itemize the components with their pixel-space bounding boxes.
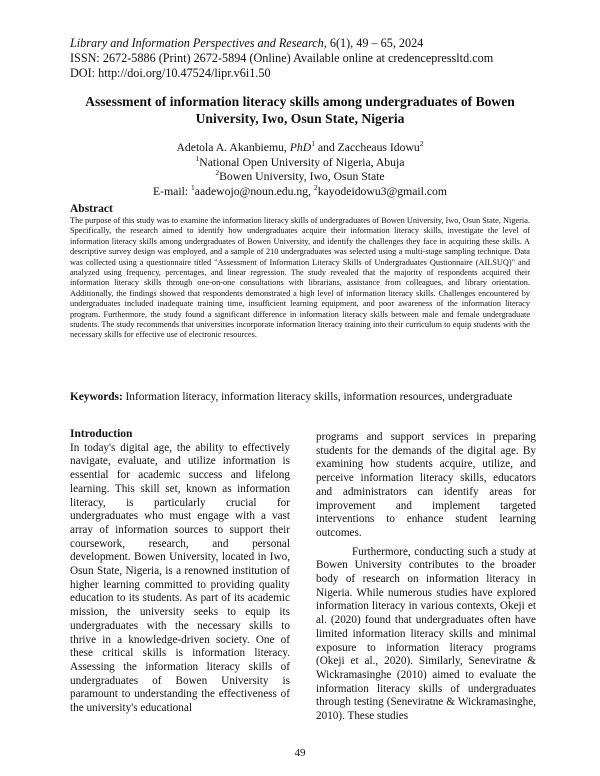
- affiliation-2: [70, 170, 530, 185]
- page-number: 49: [294, 747, 306, 759]
- author-1-degree: PhD: [289, 141, 312, 154]
- author-1: Adetola A. Akanbiemu,: [176, 141, 287, 154]
- affiliation-2-marker: 2: [215, 168, 220, 178]
- introduction-paragraph-1: In today's digital age, the ability to effectively navigate, evaluate, and utilize information is essential for academic success and lifelong learning. This skill set, known as information literacy, is particularly crucial for undergraduates who must engage with a vast array of information sources to support their coursework, research, and personal development. Bowen University, located in Iwo, Osun State, Nigeria, is a renowned institution of higher learning committed to providing quality education to its students. As part of its academic mission, the university seeks to equip its undergraduates with the necessary skills to thrive in a knowledge-driven society. One of these critical skills is information literacy. Assessing the information literacy skills of undergraduates of Bowen University is paramount to understanding the effectiveness of the university's educational: [70, 441, 290, 715]
- introduction-paragraph-2: Furthermore, conducting such a study at Bowen University contributes to the broader body of research on information literacy in Nigeria. While numerous studies have explored information literacy in various contexts, Okeji et al. (2020) found that undergraduates often have limited information literacy skills and minimal exposure to information literacy programs (Okeji et al., 2020). Similarly, Seneviratne & Wickramasinghe (2010) aimed to evaluate the information literacy skills of undergraduates through testing (Seneviratne & Wickramasinghe, 2010). These studies: [316, 545, 536, 723]
- email-2-marker: 2: [313, 182, 318, 192]
- email-label: E-mail:: [153, 184, 192, 198]
- citation-volume: 6(1), 49 – 65, 2024: [326, 36, 424, 50]
- email-1[interactable]: aadewojo@noun.edu.ng,: [194, 184, 312, 198]
- author-2: and Zaccheaus Idowu: [314, 141, 420, 154]
- email-line: [70, 182, 530, 200]
- journal-header: [70, 36, 540, 81]
- journal-name: Library and Information Perspectives and Research,: [70, 36, 327, 50]
- keywords: [70, 391, 530, 405]
- affiliation-1-marker: 1: [195, 153, 200, 163]
- affiliation-1: [70, 153, 530, 171]
- introduction-paragraph-1-cont: programs and support services in preparing students for the demands of the digital age. By examining how students acquire, utilize, and perceive information literacy skills, educators and administrators can identify areas for improvement and implement targeted interventions to enhance student learning outcomes.: [316, 431, 536, 539]
- left-column: [70, 428, 290, 721]
- keywords-text: Information literacy, information literacy skills, information resources, undergraduate: [122, 391, 513, 403]
- affiliation-1-text: National Open University of Nigeria, Abuja: [199, 155, 405, 169]
- affiliation-marker-2: 2: [419, 139, 424, 148]
- author-block: [70, 141, 530, 199]
- issn-line: ISSN: 2672-5886 (Print) 2672-5894 (Online) Available online at credencepressltd.com: [70, 51, 494, 65]
- email-1-marker: 1: [191, 182, 195, 192]
- affiliation-2-text: Bowen University, Iwo, Osun State: [219, 170, 385, 184]
- abstract-text: The purpose of this study was to examine the information literacy skills of undergraduates of Bowen University, Iwo, Osun State, Nigeria. Specifically, the research aimed to identify how undergraduates acquire their information literacy skills, investigate the level of information literacy skills among undergraduates of Bowen University, and identify the challenges they face in acquiring these skills. A descriptive survey design was employed, and a sample of 210 undergraduates was selected using a multi-stage sampling technique. Data was collected using a questionnaire titled "Assessment of Information Literacy Skills of Undergraduates Qustionnaire (AILSUQ)" and analyzed using frequency, percentages, and linear regression. The study revealed that the majority of respondents acquired their information literacy skills through one-on-one consultations with librarians, assistance from colleagues, and library orientation. Additionally, the findings showed that respondents demonstrated a high level of information literacy skills. Challenges encountered by undergraduates included inadequate training time, insufficient learning equipment, and poor awareness of the information literacy program. Furthermore, the study found a significant difference in information literacy skills between male and female undergraduate students. The study recommends that universities incorporate information literacy training into their curriculum to equip students with the necessary skills for effective use of electronic resources.: [70, 216, 530, 340]
- abstract-heading: Abstract: [70, 203, 113, 215]
- paper-title: Assessment of information literacy skills among undergraduates of Bowen University, Iwo, Osun State, Nigeria: [85, 94, 515, 126]
- author-line: [70, 141, 530, 156]
- email-2[interactable]: kayodeidowu3@gmail.com: [317, 184, 447, 198]
- citation-line: [70, 36, 540, 51]
- affiliation-marker-1: 1: [311, 139, 315, 148]
- doi-line: DOI: http://doi.org/10.47524/lipr.v6i1.50: [70, 66, 271, 80]
- keywords-label: Keywords:: [70, 391, 123, 403]
- introduction-heading: Introduction: [70, 428, 133, 440]
- right-column: [316, 431, 536, 729]
